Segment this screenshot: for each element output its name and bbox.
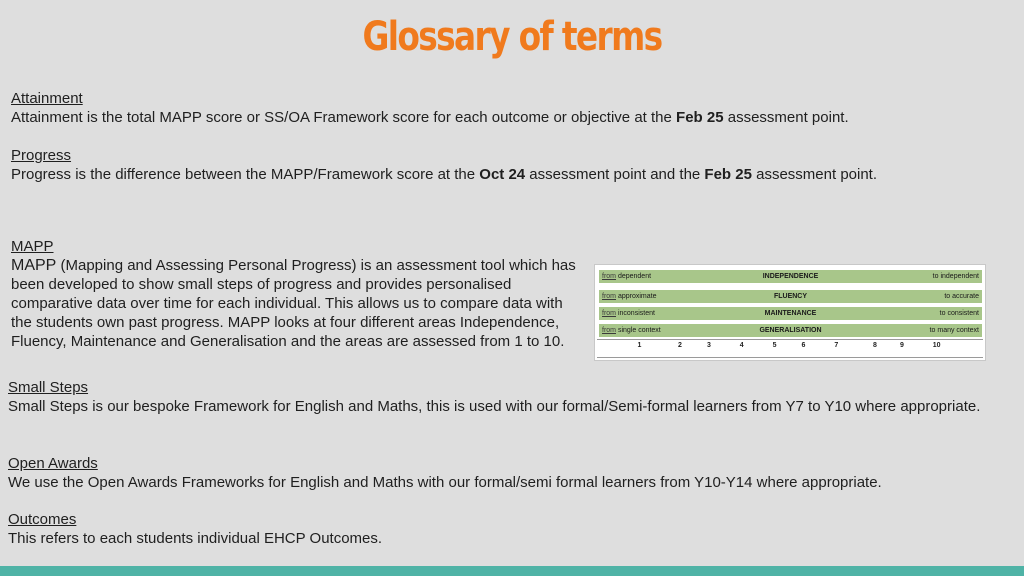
row-right-label	[930, 324, 979, 337]
right-value: independent	[940, 273, 979, 280]
definition-text: Progress is the difference between the MAPP/Framework score at the	[11, 166, 480, 183]
glossary-entry-outcomes	[8, 510, 1013, 548]
from-label: from	[602, 293, 616, 300]
from-label: from	[602, 327, 616, 334]
row-center-label: FLUENCY	[773, 293, 808, 300]
term-mapp: MAPP	[11, 238, 54, 255]
to-label: to	[932, 273, 939, 280]
definition-outcomes: This refers to each students individual EHCP Outcomes.	[8, 530, 383, 547]
left-value: inconsistent	[617, 310, 655, 317]
left-value: approximate	[617, 293, 657, 300]
glossary-entry-attainment	[11, 89, 1011, 127]
scale-number: 7	[834, 342, 839, 349]
scale-number: 4	[739, 342, 744, 349]
definition-text: (Mapping and Assessing Personal Progress) is an assessment tool which has been developed to show small steps of progress and provides personalised comparative data over time for each individual. This allows us to compare data with the students own past progress. MAPP looks at four different areas Independence, Fluency, Maintenance and Generalisation and the areas are assessed from 1 to 10.	[11, 257, 576, 350]
mapp-row-generalisation	[599, 324, 982, 337]
definition-lead: MAPP	[11, 257, 57, 274]
scale-number: 2	[678, 342, 682, 349]
scale-number: 8	[872, 342, 877, 349]
term-open-awards: Open Awards	[8, 455, 98, 472]
scale-number: 3	[706, 342, 711, 349]
date-highlight: Feb 25	[676, 109, 724, 126]
to-label: to	[944, 293, 951, 300]
glossary-entry-open-awards	[8, 454, 1013, 492]
scale-number: 10	[932, 342, 941, 349]
definition-text: assessment point.	[751, 166, 878, 183]
scale-number: 9	[899, 342, 904, 349]
term-attainment: Attainment	[11, 90, 83, 107]
term-outcomes: Outcomes	[8, 511, 77, 528]
term-small-steps: Small Steps	[8, 379, 89, 396]
date-highlight: Oct 24	[479, 166, 526, 183]
mapp-row-maintenance	[599, 307, 982, 320]
mapp-score-scale	[597, 339, 983, 358]
definition-progress	[11, 165, 1011, 184]
glossary-entry-progress	[11, 146, 1011, 184]
mapp-row-independence	[599, 270, 982, 283]
page-title: Glossary of terms	[362, 14, 662, 60]
row-center-label: GENERALISATION	[759, 327, 822, 334]
date-highlight: Feb 25	[704, 166, 752, 183]
definition-text: assessment point and the	[525, 166, 705, 183]
definition-text: assessment point.	[723, 109, 849, 126]
term-progress: Progress	[11, 147, 72, 164]
glossary-entry-mapp	[11, 237, 581, 351]
definition-attainment	[11, 108, 1011, 127]
from-label: from	[602, 273, 616, 280]
to-label: to	[929, 327, 936, 334]
row-right-label	[944, 290, 979, 303]
definition-open-awards: We use the Open Awards Frameworks for English and Maths with our formal/semi formal learners from Y10-Y14 where appropriate.	[8, 474, 882, 491]
scale-number: 5	[772, 342, 777, 349]
definition-text: Attainment is the total MAPP score or SS/OA Framework score for each outcome or objective at the	[11, 109, 677, 126]
to-label: to	[939, 310, 946, 317]
definition-small-steps: Small Steps is our bespoke Framework for English and Maths, this is used with our formal/Semi-formal learners from Y7 to Y10 where appropriate.	[8, 398, 981, 415]
right-value: many context	[937, 327, 979, 334]
scale-number: 6	[801, 342, 806, 349]
row-right-label	[940, 307, 979, 320]
row-center-label: INDEPENDENCE	[762, 273, 819, 280]
definition-mapp	[11, 256, 581, 351]
mapp-row-fluency	[599, 290, 982, 303]
left-value: dependent	[617, 273, 652, 280]
right-value: consistent	[947, 310, 979, 317]
mapp-scale-table	[594, 264, 986, 361]
left-value: single context	[617, 327, 661, 334]
from-label: from	[602, 310, 616, 317]
row-center-label: MAINTENANCE	[764, 310, 817, 317]
right-value: accurate	[952, 293, 979, 300]
footer-bar	[0, 566, 1024, 576]
scale-number: 1	[637, 342, 642, 349]
glossary-entry-small-steps	[8, 378, 1013, 416]
row-right-label	[933, 270, 979, 283]
